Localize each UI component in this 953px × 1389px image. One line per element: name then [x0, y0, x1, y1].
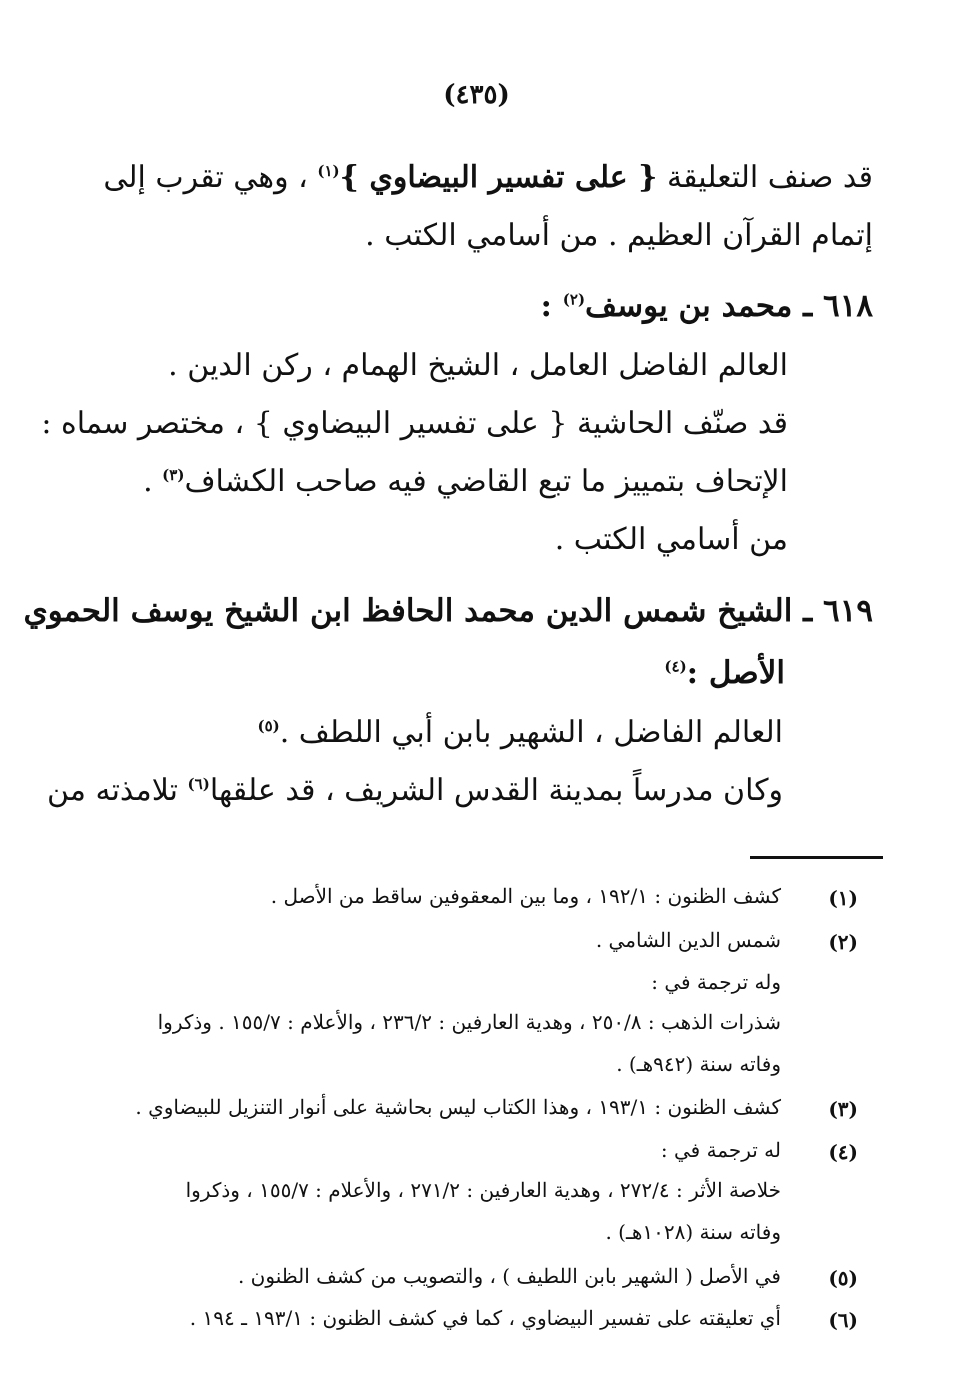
entry-colon: : — [540, 288, 552, 324]
footnote-number: (٤) — [828, 1140, 858, 1164]
footnote-text: أي تعليقته على تفسير البيضاوي ، كما في كشف الظنون : ١٩٣/١ ـ ١٩٤ . — [189, 1306, 781, 1330]
footnote-text: شمس الدين الشامي . — [595, 928, 781, 952]
footnote-number: (٣) — [828, 1097, 858, 1121]
body-line-1 — [103, 160, 873, 195]
body-text: . — [143, 464, 153, 499]
entry-heading-619-line-2 — [664, 655, 785, 691]
footnote-text: خلاصة الأثر : ٢٧٢/٤ ، وهدية العارفين : ٢٧١/٢ ، والأعلام : ١٥٥/٧ ، وذكروا — [185, 1178, 781, 1202]
footnote-text: له ترجمة في : — [660, 1138, 781, 1162]
entry-618-line-4: من أسامي الكتب . — [554, 522, 788, 557]
footnote-text: كشف الظنون : ١٩٢/١ ، وما بين المعقوفين ساقط من الأصل . — [270, 884, 781, 908]
entry-618-line-2: قد صنّف الحاشية { على تفسير البيضاوي } ، مختصر سماه : — [41, 406, 788, 441]
entry-heading-618 — [541, 288, 873, 324]
footnote-text: في الأصل ( الشهير بابن اللطيف ) ، والتصويب من كشف الظنون . — [237, 1264, 781, 1288]
footnote-text: وفاته سنة (٩٤٢هـ) . — [616, 1052, 781, 1076]
page-number: (٤٣٥) — [443, 80, 510, 110]
footnote-ref: (٤) — [664, 657, 687, 676]
body-text: تلامذته من — [47, 773, 178, 808]
footnote-divider — [750, 856, 883, 859]
footnote-text: كشف الظنون : ١٩٣/١ ، وهذا الكتاب ليس بحاشية على أنوار التنزيل للبيضاوي . — [135, 1095, 781, 1119]
footnote-text: شذرات الذهب : ٢٥٠/٨ ، وهدية العارفين : ٢٣٦/٢ ، والأعلام : ١٥٥/٧ . وذكروا — [157, 1010, 781, 1034]
entry-618-line-1: العالم الفاضل العامل ، الشيخ الهمام ، ركن الدين . — [168, 348, 788, 383]
body-text: وكان مدرساً بمدينة القدس الشريف ، قد علقها — [209, 773, 783, 808]
entry-619-line-1 — [257, 715, 783, 750]
entry-title: الأصل : — [686, 655, 785, 691]
footnote-number: (٥) — [828, 1266, 858, 1290]
body-line-2: إتمام القرآن العظيم . من أسامي الكتب . — [365, 218, 873, 253]
footnote-number: (٢) — [828, 930, 858, 954]
footnote-ref: (٣) — [162, 466, 185, 484]
footnote-text: وفاته سنة (١٠٢٨هـ) . — [605, 1220, 781, 1244]
body-text: قد صنف التعليقة — [667, 160, 873, 195]
entry-title: ٦١٨ ـ محمد بن يوسف — [585, 288, 873, 324]
footnote-ref: (١) — [317, 162, 340, 180]
body-text: ، وهي تقرب إلى — [103, 160, 308, 195]
entry-618-line-3 — [143, 464, 788, 499]
footnote-ref: (٦) — [187, 775, 210, 793]
entry-619-line-2 — [47, 773, 783, 808]
footnote-text: وله ترجمة في : — [651, 970, 781, 994]
footnote-ref: (٢) — [562, 290, 586, 309]
footnote-ref: (٥) — [257, 717, 280, 735]
book-title: { على تفسير البيضاوي } — [339, 160, 658, 195]
body-text: العالم الفاضل ، الشهير بابن أبي اللطف . — [279, 715, 783, 750]
footnote-number: (٦) — [828, 1308, 858, 1332]
footnote-number: (١) — [828, 886, 858, 910]
body-text: الإتحاف بتمييز ما تبع القاضي فيه صاحب الكشاف — [184, 464, 788, 499]
entry-heading-619-line-1: ٦١٩ ـ الشيخ شمس الدين محمد الحافظ ابن الشيخ يوسف الحموي — [23, 593, 873, 629]
